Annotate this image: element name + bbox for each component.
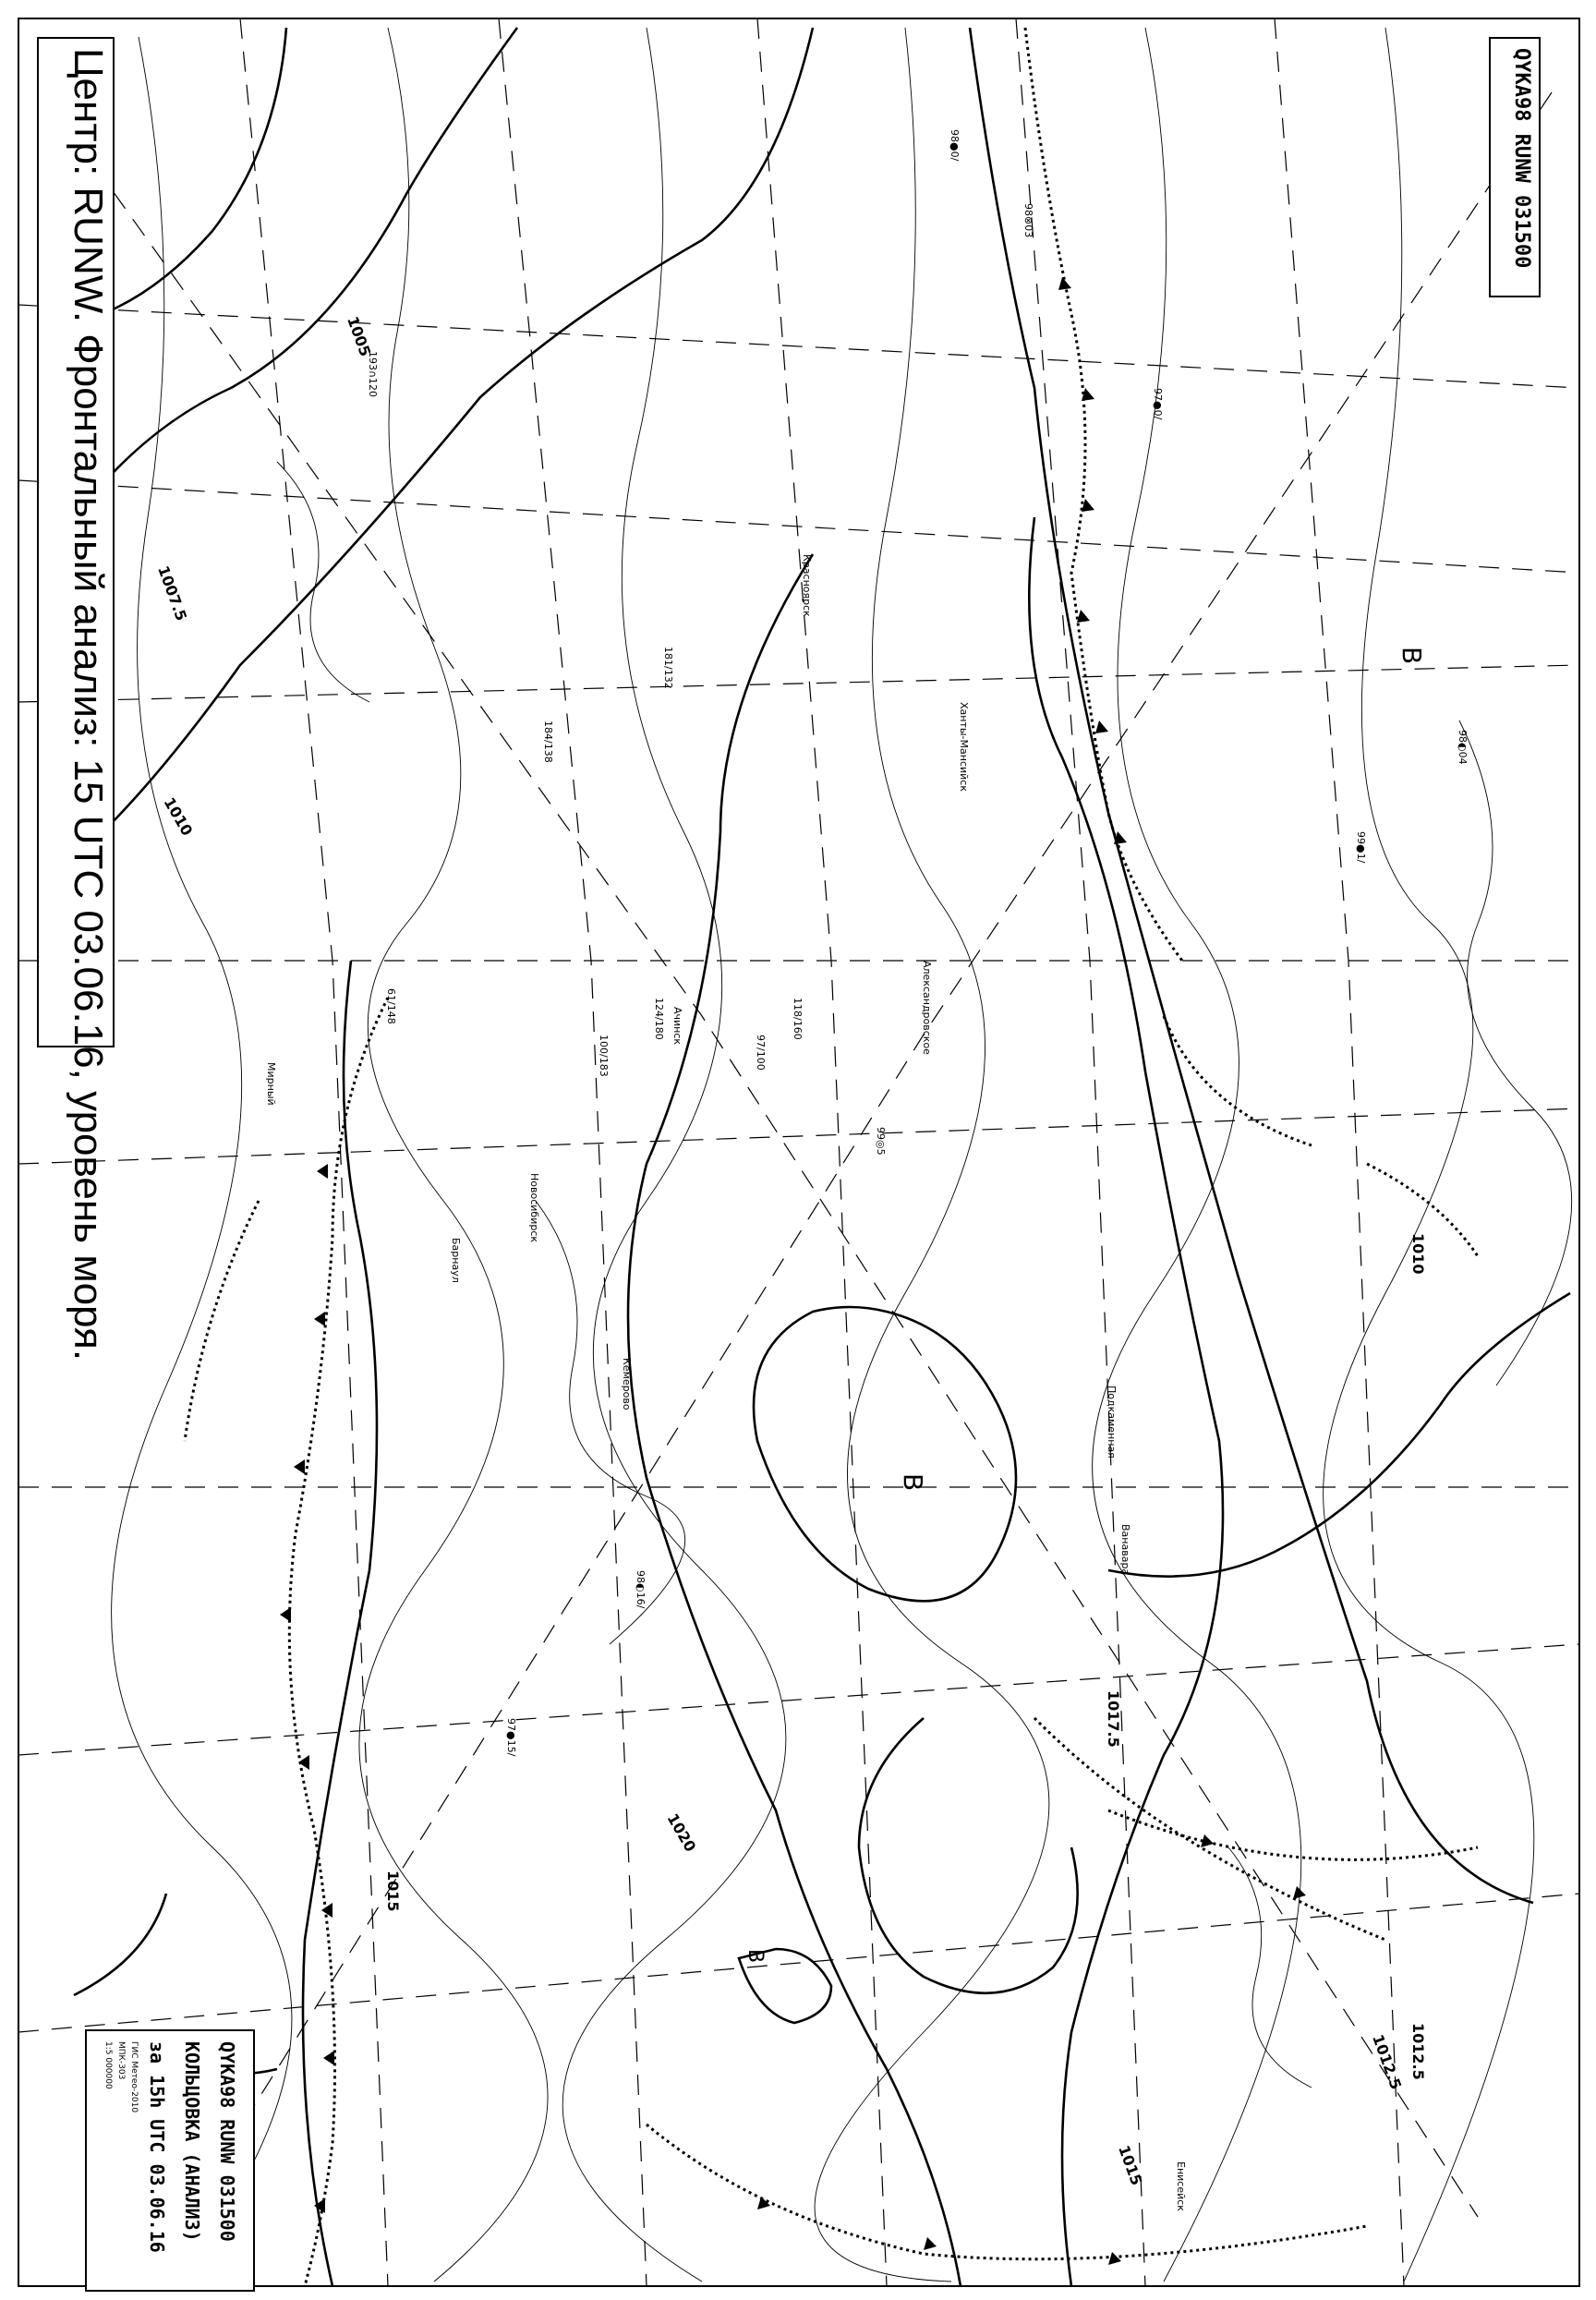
isobar-label: 1005 [344, 314, 375, 359]
station-plot: 98●0/ [949, 129, 961, 162]
footer-line1: QYKA98 RUNW 031500 [216, 2041, 238, 2242]
footer-credit: ГИС Метео-2010 [129, 2041, 139, 2113]
place-label: Енисейск [1175, 2161, 1187, 2211]
place-label: Подкаменная [1106, 1386, 1118, 1459]
header-code: QYKA98 RUNW 031500 [1510, 48, 1533, 269]
isobar-label: 1017.5 [1105, 1690, 1122, 1748]
station-plot: 97●0/ [1152, 388, 1164, 420]
place-label: Новосибирск [528, 1173, 540, 1243]
footer-credit: МПК-303 [116, 2041, 126, 2080]
station-plot: 97●15/ [505, 1718, 517, 1757]
map-scale: 1:5 000000 [103, 2041, 113, 2089]
station-plot: 193∩120 [367, 351, 379, 398]
isobar-label: 1012.5 [1369, 2032, 1406, 2092]
isobar-label: 1010 [160, 794, 197, 840]
place-label: Красноярск [801, 554, 813, 617]
place-label: Кемерово [621, 1358, 633, 1410]
isobar-label: 1015 [384, 1870, 402, 1912]
place-label: Ачинск [671, 1007, 683, 1046]
isobars [55, 28, 1570, 2286]
isobar-label: 1012.5 [1409, 2023, 1427, 2080]
map-frame [18, 18, 1579, 2286]
front-symbols [280, 277, 1306, 2265]
place-label: Александровское [921, 961, 933, 1055]
place-label: Барнаул [450, 1238, 462, 1283]
station-plot: 97/100 [755, 1035, 767, 1071]
isobar-label: 1007.5 [154, 563, 191, 623]
station-plot: 98◐04 [1457, 730, 1469, 765]
isobar-label: 1020 [663, 1810, 700, 1856]
station-plot: 184/138 [542, 720, 554, 763]
pressure-center-high: B [898, 1473, 928, 1492]
place-label: Мирный [265, 1062, 277, 1106]
place-label: Ханты-Мансийск [958, 702, 970, 792]
station-plot: 61/148 [385, 988, 397, 1024]
place-label: Ванавара [1119, 1524, 1131, 1576]
station-plot: 100/183 [598, 1035, 610, 1077]
station-plot: 99◎5 [875, 1127, 887, 1156]
station-plot: 181/132 [662, 647, 674, 689]
isobar-label: 1010 [1409, 1233, 1427, 1275]
station-plot: 98⊗03 [1022, 203, 1034, 238]
isobar-label: 1015 [1115, 2143, 1146, 2188]
map-title: Центр: RUNW. Фронтальный анализ: 15 UTC 03.06.16, уровень моря. [66, 48, 111, 1362]
footer-line3: за 15h UTC 03.06.16 [146, 2041, 168, 2253]
station-plot: 98◐16/ [635, 1570, 647, 1609]
station-plot: 118/160 [792, 998, 804, 1040]
station-plot: 99●1/ [1355, 831, 1367, 864]
rivers-and-borders [112, 28, 1572, 2282]
footer-line2: КОЛЬЦОВКА (АНАЛИЗ) [181, 2041, 203, 2242]
pressure-center-high: B [1396, 647, 1427, 665]
station-plot: 124/180 [653, 998, 665, 1040]
pressure-center-high: B [744, 1949, 767, 1964]
graticule [18, 18, 1579, 2286]
fronts [185, 28, 1478, 2286]
